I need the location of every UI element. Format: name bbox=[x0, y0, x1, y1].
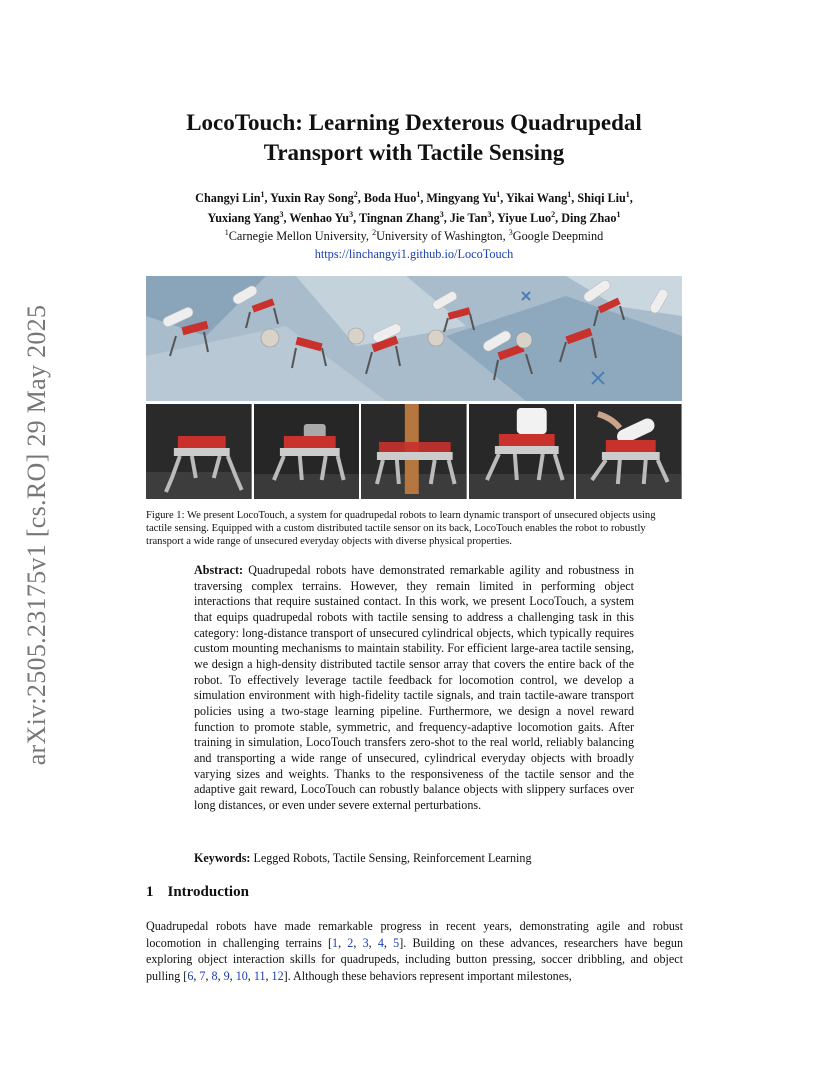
affil-marker: 3 bbox=[508, 227, 513, 237]
author-name: Yuxin Ray Song bbox=[270, 191, 354, 205]
intro-text: ]. Building on these advances, researchers have begun exploring object interaction skills for quadrupeds, including button pressing, soccer dribbling, and object pulling [ bbox=[146, 935, 684, 983]
author-name: Boda Huo bbox=[363, 191, 417, 205]
author-name: Mingyang Yu bbox=[426, 191, 497, 205]
abstract bbox=[194, 563, 634, 814]
author-affil-marker: 1 bbox=[260, 189, 265, 199]
citation-link[interactable]: 12 bbox=[271, 968, 284, 983]
figure-photo-row bbox=[146, 404, 682, 499]
author-name: Wenhao Yu bbox=[289, 211, 350, 225]
citation-link[interactable]: 10 bbox=[235, 968, 248, 983]
intro-text: Quadrupedal robots have made remarkable progress in recent years, demonstrating agile and robust locomotion in challenging terrains [ bbox=[146, 919, 683, 950]
panorama-image bbox=[146, 276, 682, 401]
authors-line-1: Changyi Lin$^1$, Yuxin Ray Song$^2$, Boda Huo$^1$, Mingyang Yu$^1$, Yikai Wang$^1$, Shiqi Liu$^1$, bbox=[195, 189, 633, 205]
paper-title bbox=[120, 108, 708, 168]
author-affil-marker: 3 bbox=[349, 209, 354, 219]
author-name: Changyi Lin bbox=[195, 191, 261, 205]
figure-photo-robot-can bbox=[254, 404, 360, 499]
author-affil-marker: 3 bbox=[279, 209, 284, 219]
citation-link[interactable]: 1 bbox=[332, 935, 339, 950]
affil-name: University of Washington bbox=[376, 229, 503, 243]
figure-photo-panorama bbox=[146, 276, 682, 401]
author-name: Jie Tan bbox=[449, 211, 488, 225]
citation-link[interactable]: 3 bbox=[362, 935, 369, 950]
arxiv-identifier: arXiv:2505.23175v1 [cs.RO] 29 May 2025 bbox=[22, 304, 51, 766]
author-affil-marker: 1 bbox=[616, 209, 621, 219]
robot-side-image bbox=[146, 404, 252, 499]
authors-line-2: Yuxiang Yang$^3$, Wenhao Yu$^3$, Tingnan Zhang$^3$, Jie Tan$^3$, Yiyue Luo$^2$, Ding Zhao$^1$ bbox=[207, 209, 621, 225]
author-affil-marker: 3 bbox=[439, 209, 444, 219]
author-name: Yikai Wang bbox=[505, 191, 568, 205]
citation-link[interactable]: 4 bbox=[377, 935, 384, 950]
citation-link[interactable]: 9 bbox=[223, 968, 230, 983]
keywords bbox=[194, 851, 634, 866]
author-affil-marker: 1 bbox=[416, 189, 421, 199]
section-number: 1 bbox=[146, 884, 154, 900]
citation-link[interactable]: 7 bbox=[199, 968, 206, 983]
affil-marker: 1 bbox=[224, 227, 229, 237]
figure-photo-robot-tube bbox=[361, 404, 467, 499]
author-affil-marker: 3 bbox=[487, 209, 492, 219]
author-affil-marker: 1 bbox=[496, 189, 501, 199]
section-title: Introduction bbox=[167, 884, 249, 900]
author-affil-marker: 2 bbox=[353, 189, 358, 199]
author-affil-marker: 1 bbox=[567, 189, 572, 199]
section-heading bbox=[146, 884, 249, 901]
abstract-label: Abstract: bbox=[194, 563, 244, 577]
keywords-label: Keywords: bbox=[194, 851, 251, 865]
intro-paragraph: Quadrupedal robots have made remarkable progress in recent years, demonstrating agile and robust locomotion in challenging terrains [1, 2, 3, 4, 5]. Building on these advances, researchers have begun exploring object interaction skills for quadrupeds, including button pressing, soccer dribbling, and object pulling [6, 7, 8, 9, 10, 11, 12]. Although these behaviors represent important milestones, bbox=[146, 919, 684, 983]
intro-text: ]. Although these behaviors represent important milestones, bbox=[283, 968, 572, 983]
author-name: Tingnan Zhang bbox=[358, 211, 440, 225]
affil-name: Carnegie Mellon University bbox=[228, 229, 366, 243]
figure-photo-robot-side bbox=[146, 404, 252, 499]
citation-link[interactable]: 8 bbox=[211, 968, 218, 983]
author-affil-marker: 1 bbox=[625, 189, 630, 199]
affil-marker: 2 bbox=[372, 227, 377, 237]
author-name: Yuxiang Yang bbox=[207, 211, 280, 225]
citation-link[interactable]: 5 bbox=[393, 935, 400, 950]
affiliations: $^1$Carnegie Mellon University, $^2$University of Washington, $^3$Google Deepmind bbox=[224, 227, 604, 243]
citation-link[interactable]: 11 bbox=[253, 968, 266, 983]
author-affil-marker: 2 bbox=[551, 209, 556, 219]
abstract-text: Quadrupedal robots have demonstrated remarkable agility and robustness in traversing complex terrains. However, they remain limited in performing object interactions that require sustained contact. In this work, we present LocoTouch, a system that equips quadrupedal robots with tactile sensing to address a challenging task in this category: long-distance transport of unsecured cylindrical objects, which typically requires custom mounting mechanisms to maintain stability. For efficient large-area tactile sensing, we design a high-density distributed tactile sensor array that covers the entire back of the robot. To effectively leverage tactile feedback for locomotion control, we develop a simulation environment with high-fidelity tactile signals, and train tactile-aware transport policies using a two-stage learning pipeline. Furthermore, we design a novel reward function to promote stable, symmetric, and frequency-adaptive locomotion gaits. After training in simulation, LocoTouch transfers zero-shot to the real world, reliably balancing and transporting a wide range of unsecured, cylindrical everyday objects with broadly varying sizes and weights. Thanks to the responsiveness of the tactile sensor and the adaptive gait reward, LocoTouch can robustly balance objects with slippery surfaces over long distances, or even under severe external perturbations. bbox=[194, 563, 634, 812]
author-name: Yiyue Luo bbox=[497, 211, 552, 225]
citation-link[interactable]: 6 bbox=[187, 968, 194, 983]
keywords-text: Legged Robots, Tactile Sensing, Reinforcement Learning bbox=[253, 851, 532, 865]
robot-tube-image bbox=[361, 404, 467, 499]
figure-photo-robot-push bbox=[576, 404, 682, 499]
author-name: Ding Zhao bbox=[561, 211, 617, 225]
robot-push-image bbox=[576, 404, 682, 499]
robot-can-image bbox=[254, 404, 360, 499]
figure-caption: Figure 1: We present LocoTouch, a system for quadrupedal robots to learn dynamic transport of unsecured objects using tactile sensing. Equipped with a custom distributed tactile sensor on its back, LocoTouch enables the robot to robustly transport a wide range of unsecured everyday objects with diverse physical properties. bbox=[146, 510, 656, 548]
figure-photo-robot-bucket bbox=[469, 404, 575, 499]
project-url-link[interactable]: https://linchangyi1.github.io/LocoTouch bbox=[314, 247, 514, 261]
affil-name: Google Deepmind bbox=[512, 229, 604, 243]
citation-link[interactable]: 2 bbox=[347, 935, 354, 950]
author-name: Shiqi Liu bbox=[577, 191, 626, 205]
author-list bbox=[120, 188, 708, 228]
robot-bucket-image bbox=[469, 404, 575, 499]
title-line-2: Transport with Tactile Sensing bbox=[263, 140, 565, 165]
title-line-1: LocoTouch: Learning Dexterous Quadrupedal bbox=[186, 110, 642, 135]
